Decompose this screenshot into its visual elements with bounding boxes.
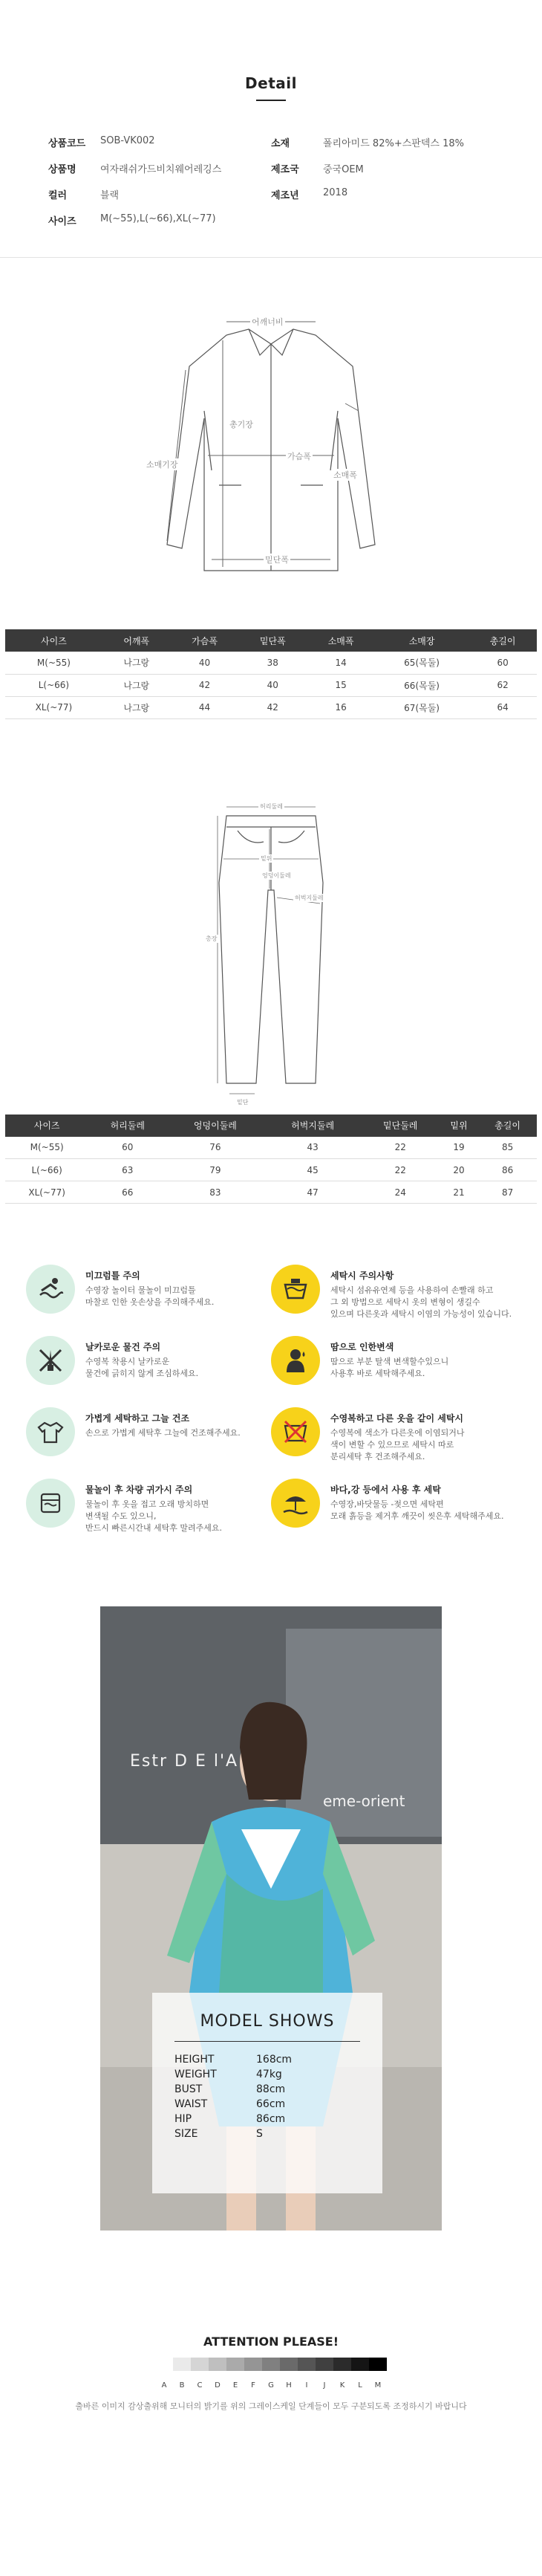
spec-key: 컬러 (48, 190, 68, 201)
table-cell: 22 (362, 1137, 440, 1159)
grayscale-letter: K (339, 2381, 345, 2390)
care-description: 수영장 놀이터 물놀이 미끄럼틀 마찰로 인한 옷손상을 주의해주세요. (85, 1285, 215, 1307)
table-row (5, 696, 537, 718)
care-text (85, 1407, 241, 1439)
care-text (85, 1336, 198, 1380)
table-header-cell: 사이즈 (5, 629, 102, 652)
table-cell: 86 (478, 1159, 537, 1181)
table-cell: 15 (307, 674, 375, 696)
table-header-cell: 허리둘레 (88, 1115, 166, 1137)
grayscale-letter: H (286, 2381, 292, 2390)
table-cell: 19 (440, 1137, 478, 1159)
table-cell: 43 (264, 1137, 362, 1159)
grayscale-step (333, 2358, 351, 2371)
model-measure-value: 168cm (256, 2054, 293, 2066)
care-title: 물놀이 후 차량 귀가시 주의 (85, 1485, 193, 1495)
title-underline (256, 100, 286, 101)
attention-title: ATTENTION PLEASE! (203, 2335, 339, 2349)
model-measure-key: BUST (174, 2083, 203, 2095)
grayscale-letters (0, 2381, 542, 2390)
table-row (5, 1137, 537, 1159)
table-header-cell: 밑단둘레 (362, 1115, 440, 1137)
care-description: 물놀이 후 옷을 접고 오래 방치하면 변색될 수도 있으니, 반드시 빠른시간내 세탁후 말려주세요. (85, 1499, 223, 1533)
top-size-diagram (137, 299, 405, 611)
table-cell: 87 (478, 1181, 537, 1204)
table-header-cell: 가슴폭 (171, 629, 239, 652)
label-waist: 허리둘레 (260, 802, 283, 810)
grayscale-step (262, 2358, 280, 2371)
table-cell: 14 (307, 652, 375, 674)
grayscale-letter: C (197, 2381, 203, 2390)
table-cell: 83 (166, 1181, 264, 1204)
table-header-cell: 총길이 (478, 1115, 537, 1137)
grayscale-letter: B (179, 2381, 185, 2390)
table-row (5, 1181, 537, 1204)
grayscale-letter: D (215, 2381, 221, 2390)
grayscale-letter: I (305, 2381, 308, 2390)
label-rise: 밑위 (261, 854, 272, 862)
table-cell: 나그랑 (102, 674, 171, 696)
model-measure-key: WEIGHT (174, 2069, 217, 2080)
care-text (330, 1336, 448, 1380)
care-text (330, 1407, 465, 1463)
table-cell: 63 (88, 1159, 166, 1181)
spec-value (323, 213, 494, 227)
grayscale-step (280, 2358, 298, 2371)
model-measure-key: HIP (174, 2113, 192, 2125)
care-description: 땀으로 부분 탈색 변색할수있으니 사용후 바로 세탁해주세요. (330, 1357, 449, 1378)
table-cell: 66 (88, 1181, 166, 1204)
table-row (5, 1159, 537, 1181)
care-item (26, 1479, 271, 1532)
table-header-cell: 엉덩이둘레 (166, 1115, 264, 1137)
label-chest: 가슴폭 (287, 452, 311, 461)
grayscale-swatch (0, 2358, 542, 2371)
spec-value: SOB-VK002 (100, 135, 155, 146)
monitor-notice: 출바른 이미지 감상출위해 모니터의 밝기를 위의 그레이스케일 단계들이 모두 구분되도록 조정하시기 바랍니다 (75, 2401, 467, 2411)
care-title: 날카로운 물건 주의 (85, 1342, 161, 1352)
care-item (26, 1407, 271, 1461)
model-measurements (152, 2042, 382, 2140)
spec-value: M(~55),L(~66),XL(~77) (100, 213, 216, 224)
care-item (271, 1407, 516, 1461)
model-measure-value: 88cm (256, 2083, 286, 2095)
model-measure-key: SIZE (174, 2128, 198, 2140)
table-cell: XL(~77) (5, 1181, 88, 1204)
table-cell: 16 (307, 696, 375, 718)
grayscale-step (369, 2358, 387, 2371)
model-measure-key: HEIGHT (174, 2054, 215, 2066)
spec-value: 중국OEM (323, 164, 364, 175)
table-cell: 24 (362, 1181, 440, 1204)
spec-key: 사이즈 (48, 216, 76, 227)
table-cell: 85 (478, 1137, 537, 1159)
label-hem: 밑단폭 (265, 555, 289, 565)
grayscale-step (298, 2358, 316, 2371)
care-item (26, 1336, 271, 1389)
table-cell: XL(~77) (5, 696, 102, 718)
care-text (85, 1479, 222, 1534)
grayscale-letter: J (323, 2381, 326, 2390)
table-header-cell: 밑단폭 (238, 629, 307, 652)
table-cell: L(~66) (5, 1159, 88, 1181)
spec-key: 제조년 (271, 190, 299, 201)
sweat-icon (271, 1336, 320, 1385)
table-cell: M(~55) (5, 1137, 88, 1159)
table-cell: 65(목둘) (375, 652, 468, 674)
swimmer-icon (26, 1265, 75, 1314)
pants-size-table (5, 1115, 537, 1204)
spec-value: 2018 (323, 187, 348, 198)
table-cell: 60 (468, 652, 537, 674)
care-title: 세탁시 주의사항 (330, 1271, 394, 1281)
table-header-cell: 허벅지둘레 (264, 1115, 362, 1137)
spec-key: 제조국 (271, 164, 299, 175)
model-photo (100, 1606, 442, 2231)
care-title: 땀으로 인한변색 (330, 1342, 394, 1352)
table-row (5, 652, 537, 674)
grayscale-letter: E (232, 2381, 238, 2390)
pants-size-diagram (182, 771, 360, 1113)
spec-key: 소재 (271, 138, 290, 149)
care-description: 수영복에 색소가 다른옷에 이염되거나 색이 변할 수 있으므로 세탁시 따로 분리세탁 후 건조해주세요. (330, 1428, 465, 1461)
care-title: 가볍게 세탁하고 그늘 건조 (85, 1413, 190, 1424)
table-cell: M(~55) (5, 652, 102, 674)
grayscale-letter: F (251, 2381, 255, 2390)
label-hem: 밑단 (237, 1098, 249, 1106)
shirt-icon (26, 1407, 75, 1456)
grayscale-letter: L (358, 2381, 362, 2390)
table-cell: 38 (238, 652, 307, 674)
grayscale-letter: A (161, 2381, 167, 2390)
label-total-length: 총장 (206, 935, 218, 942)
table-cell: 40 (238, 674, 307, 696)
table-cell: 20 (440, 1159, 478, 1181)
table-cell: 22 (362, 1159, 440, 1181)
no-mix-wash-icon (271, 1407, 320, 1456)
care-description: 손으로 가볍게 세탁후 그늘에 건조해주세요. (85, 1428, 241, 1438)
towel-icon (26, 1479, 75, 1528)
beach-icon (271, 1479, 320, 1528)
grayscale-step (191, 2358, 209, 2371)
care-item (271, 1265, 516, 1318)
spec-key (271, 213, 323, 227)
table-cell: 45 (264, 1159, 362, 1181)
table-cell: 42 (238, 696, 307, 718)
care-description: 세탁시 섬유유연제 등을 사용하여 손빨래 하고 그 외 방법으로 세탁시 옷의 변형이 생길수 있으며 다른옷과 세탁시 이염의 가능성이 있습니다. (330, 1285, 512, 1319)
table-cell: L(~66) (5, 674, 102, 696)
care-title: 바다,강 등에서 사용 후 세탁 (330, 1485, 441, 1495)
table-cell: 40 (171, 652, 239, 674)
no-sharp-icon (26, 1336, 75, 1385)
table-header-cell: 소매장 (375, 629, 468, 652)
model-title: MODEL SHOWS (200, 2012, 335, 2031)
table-header-cell: 밑위 (440, 1115, 478, 1137)
storefront-sign-2: eme-orient (323, 1792, 405, 1810)
spec-value: 여자래쉬가드비치웨어레깅스 (100, 164, 222, 175)
label-sleeve-width: 소매폭 (333, 470, 357, 480)
care-item (271, 1336, 516, 1389)
label-length: 총기장 (229, 420, 253, 429)
care-instructions (26, 1265, 516, 1532)
model-measure-value: S (256, 2128, 263, 2140)
table-cell: 62 (468, 674, 537, 696)
spec-value: 블랙 (100, 190, 120, 201)
grayscale-step (351, 2358, 369, 2371)
grayscale-step (316, 2358, 333, 2371)
table-cell: 76 (166, 1137, 264, 1159)
grayscale-letter: M (374, 2381, 382, 2390)
table-cell: 나그랑 (102, 696, 171, 718)
table-cell: 42 (171, 674, 239, 696)
spec-table (48, 135, 494, 227)
label-shoulder: 어깨너비 (252, 317, 284, 327)
storefront-sign: Estr D E l'A (130, 1752, 239, 1771)
table-cell: 21 (440, 1181, 478, 1204)
table-header-cell: 소매폭 (307, 629, 375, 652)
care-text (85, 1265, 214, 1308)
spec-key: 상품코드 (48, 138, 86, 149)
model-info-card (152, 1993, 382, 2193)
table-cell: 나그랑 (102, 652, 171, 674)
table-header-cell: 어깨폭 (102, 629, 171, 652)
table-cell: 66(목둘) (375, 674, 468, 696)
wash-tub-icon (271, 1265, 320, 1314)
care-description: 수영복 착용시 날카로운 물건에 긁히지 않게 조심하세요. (85, 1357, 199, 1378)
grayscale-step (173, 2358, 191, 2371)
grayscale-letter: G (268, 2381, 274, 2390)
label-sleeve-length: 소매기장 (146, 460, 178, 470)
table-row (5, 674, 537, 696)
grayscale-step (226, 2358, 244, 2371)
table-header-cell: 사이즈 (5, 1115, 88, 1137)
page-title: Detail (245, 74, 297, 92)
table-cell: 60 (88, 1137, 166, 1159)
spec-key: 상품명 (48, 164, 76, 175)
table-cell: 64 (468, 696, 537, 718)
grayscale-step (244, 2358, 262, 2371)
care-text (330, 1265, 512, 1320)
care-item (271, 1479, 516, 1532)
care-description: 수영장,바닷물등 -젖으면 세탁편 모래 흙등을 제거후 깨끗이 씻은후 세탁해주세요. (330, 1499, 504, 1521)
care-text (330, 1479, 504, 1522)
table-cell: 44 (171, 696, 239, 718)
table-cell: 67(목둘) (375, 696, 468, 718)
care-title: 미끄럼틀 주의 (85, 1271, 140, 1281)
model-measure-value: 47kg (256, 2069, 282, 2080)
spec-value: 폴리아미드 82%+스판덱스 18% (323, 138, 464, 149)
top-size-table (5, 629, 537, 719)
model-measure-value: 66cm (256, 2098, 286, 2110)
label-hip: 엉덩이둘레 (262, 872, 291, 879)
model-measure-key: WAIST (174, 2098, 208, 2110)
table-cell: 79 (166, 1159, 264, 1181)
model-measure-value: 86cm (256, 2113, 286, 2125)
care-item (26, 1265, 271, 1318)
table-cell: 47 (264, 1181, 362, 1204)
grayscale-step (209, 2358, 226, 2371)
label-thigh: 허벅지둘레 (295, 894, 324, 901)
section-divider (0, 257, 542, 258)
care-title: 수영복하고 다른 옷을 같이 세탁시 (330, 1413, 464, 1424)
grayscale-step (155, 2358, 173, 2371)
table-header-cell: 총길이 (468, 629, 537, 652)
